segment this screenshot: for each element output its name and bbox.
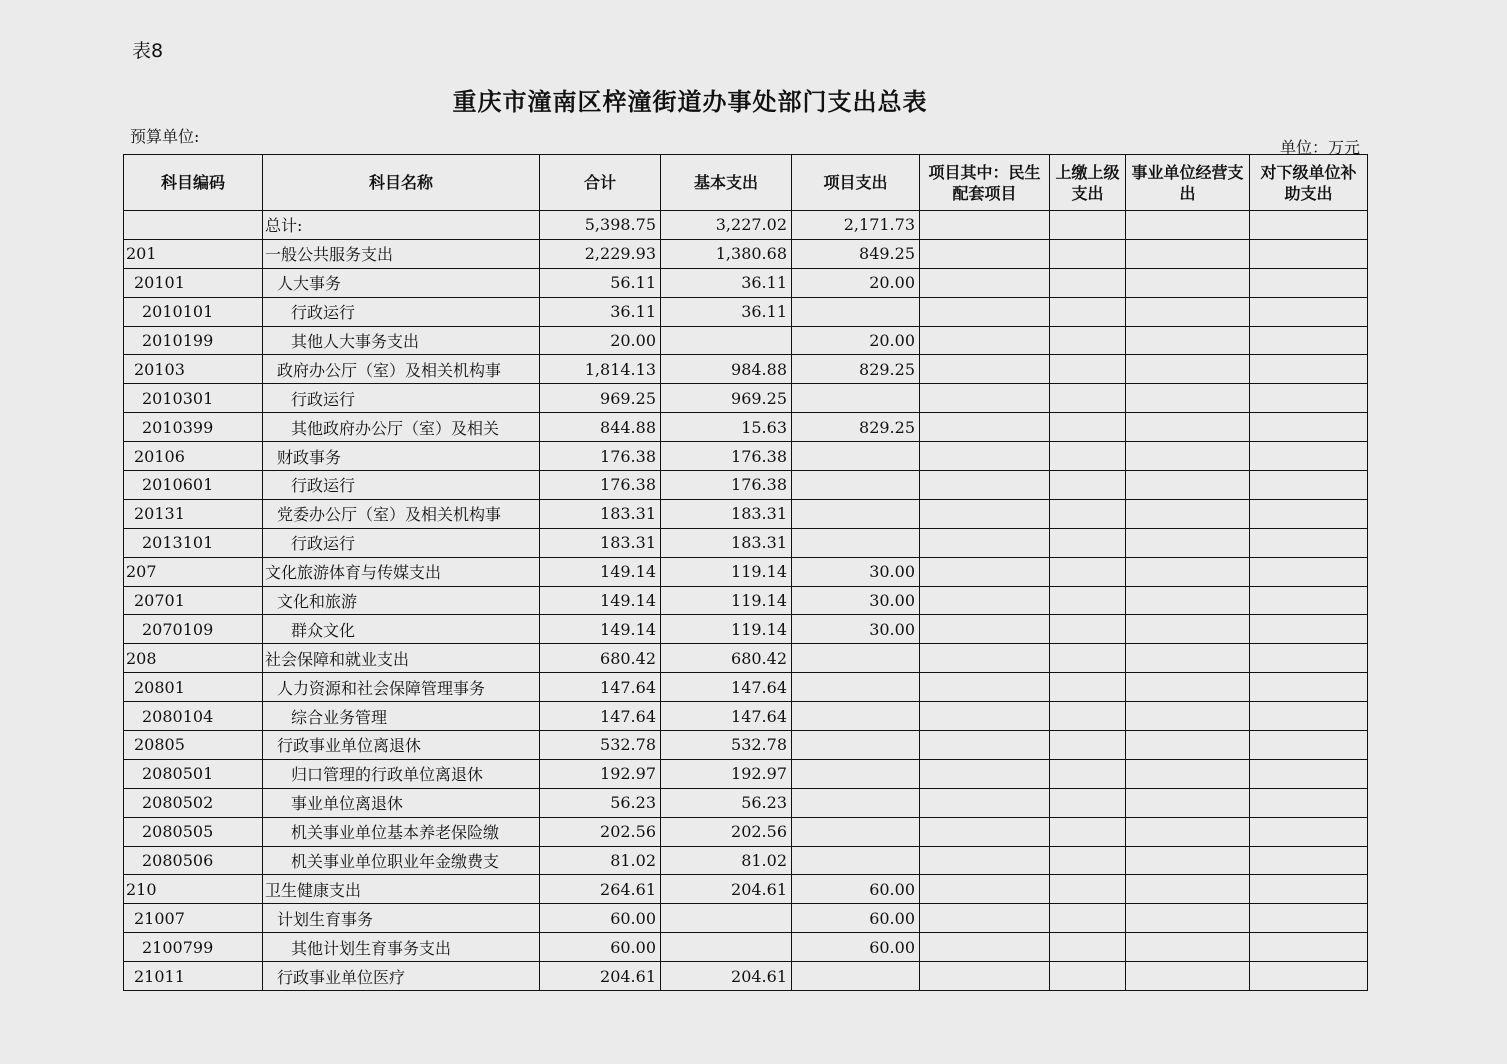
cell-total: 147.64 xyxy=(540,702,661,731)
cell-code: 2070109 xyxy=(124,615,263,644)
cell-business xyxy=(1126,904,1250,933)
cell-name: 行政运行 xyxy=(263,471,540,500)
cell-remit-upper xyxy=(1050,788,1126,817)
cell-basic: 3,227.02 xyxy=(661,211,792,240)
table-row xyxy=(124,586,1368,615)
table-row xyxy=(124,702,1368,731)
cell-subsidy xyxy=(1250,528,1368,557)
budget-unit-label: 预算单位: xyxy=(130,127,200,146)
header-row xyxy=(124,155,1368,211)
cell-code: 208 xyxy=(124,644,263,673)
cell-basic: 183.31 xyxy=(661,499,792,528)
cell-project: 20.00 xyxy=(792,268,920,297)
cell-code: 210 xyxy=(124,875,263,904)
cell-code: 2080502 xyxy=(124,788,263,817)
table-row xyxy=(124,673,1368,702)
cell-remit-upper xyxy=(1050,355,1126,384)
cell-subsidy xyxy=(1250,962,1368,991)
cell-remit-upper xyxy=(1050,644,1126,673)
cell-subsidy xyxy=(1250,788,1368,817)
cell-subsidy xyxy=(1250,817,1368,846)
cell-code: 20701 xyxy=(124,586,263,615)
cell-livelihood xyxy=(920,933,1050,962)
cell-subsidy xyxy=(1250,239,1368,268)
table-row xyxy=(124,326,1368,355)
table-row xyxy=(124,384,1368,413)
cell-total: 183.31 xyxy=(540,499,661,528)
cell-basic: 176.38 xyxy=(661,442,792,471)
cell-code: 2010399 xyxy=(124,413,263,442)
cell-code xyxy=(124,211,263,240)
page-title: 重庆市潼南区梓潼街道办事处部门支出总表 xyxy=(452,87,928,116)
cell-basic: 147.64 xyxy=(661,673,792,702)
table-row xyxy=(124,297,1368,326)
cell-total: 176.38 xyxy=(540,471,661,500)
cell-subsidy xyxy=(1250,499,1368,528)
cell-basic: 36.11 xyxy=(661,297,792,326)
table-row xyxy=(124,615,1368,644)
cell-project: 60.00 xyxy=(792,904,920,933)
cell-basic: 81.02 xyxy=(661,846,792,875)
cell-business xyxy=(1126,817,1250,846)
cell-name: 计划生育事务 xyxy=(263,904,540,933)
cell-livelihood xyxy=(920,557,1050,586)
cell-name: 文化和旅游 xyxy=(263,586,540,615)
cell-project xyxy=(792,759,920,788)
cell-subsidy xyxy=(1250,413,1368,442)
cell-remit-upper xyxy=(1050,442,1126,471)
cell-project xyxy=(792,297,920,326)
cell-name: 其他计划生育事务支出 xyxy=(263,933,540,962)
cell-remit-upper xyxy=(1050,268,1126,297)
cell-livelihood xyxy=(920,471,1050,500)
cell-name: 社会保障和就业支出 xyxy=(263,644,540,673)
cell-livelihood xyxy=(920,239,1050,268)
cell-basic: 1,380.68 xyxy=(661,239,792,268)
cell-name: 文化旅游体育与传媒支出 xyxy=(263,557,540,586)
cell-basic: 119.14 xyxy=(661,557,792,586)
cell-project: 20.00 xyxy=(792,326,920,355)
cell-livelihood xyxy=(920,384,1050,413)
header-remit-upper: 上缴上级支出 xyxy=(1050,155,1126,211)
cell-total: 192.97 xyxy=(540,759,661,788)
cell-name: 事业单位离退休 xyxy=(263,788,540,817)
table-row xyxy=(124,499,1368,528)
cell-subsidy xyxy=(1250,673,1368,702)
cell-code: 2080501 xyxy=(124,759,263,788)
cell-remit-upper xyxy=(1050,471,1126,500)
cell-project xyxy=(792,673,920,702)
cell-basic: 183.31 xyxy=(661,528,792,557)
cell-business xyxy=(1126,268,1250,297)
cell-total: 176.38 xyxy=(540,442,661,471)
cell-livelihood xyxy=(920,326,1050,355)
cell-business xyxy=(1126,211,1250,240)
cell-business xyxy=(1126,962,1250,991)
money-unit-label: 单位：万元 xyxy=(1280,138,1361,157)
table-row xyxy=(124,471,1368,500)
cell-name: 财政事务 xyxy=(263,442,540,471)
cell-code: 20805 xyxy=(124,731,263,760)
cell-code: 2080506 xyxy=(124,846,263,875)
cell-project xyxy=(792,817,920,846)
cell-name: 综合业务管理 xyxy=(263,702,540,731)
cell-remit-upper xyxy=(1050,817,1126,846)
cell-name: 人大事务 xyxy=(263,268,540,297)
cell-basic: 532.78 xyxy=(661,731,792,760)
cell-code: 2100799 xyxy=(124,933,263,962)
cell-livelihood xyxy=(920,904,1050,933)
cell-remit-upper xyxy=(1050,904,1126,933)
cell-livelihood xyxy=(920,442,1050,471)
cell-livelihood xyxy=(920,413,1050,442)
table-row xyxy=(124,239,1368,268)
cell-name: 行政事业单位离退休 xyxy=(263,731,540,760)
cell-total: 60.00 xyxy=(540,933,661,962)
cell-basic: 176.38 xyxy=(661,471,792,500)
cell-subsidy xyxy=(1250,211,1368,240)
cell-remit-upper xyxy=(1050,933,1126,962)
cell-subsidy xyxy=(1250,326,1368,355)
header-subsidy: 对下级单位补助支出 xyxy=(1250,155,1368,211)
cell-remit-upper xyxy=(1050,384,1126,413)
cell-livelihood xyxy=(920,875,1050,904)
cell-project xyxy=(792,788,920,817)
cell-code: 2080104 xyxy=(124,702,263,731)
cell-project: 60.00 xyxy=(792,933,920,962)
cell-remit-upper xyxy=(1050,297,1126,326)
cell-business xyxy=(1126,586,1250,615)
cell-project xyxy=(792,731,920,760)
cell-livelihood xyxy=(920,673,1050,702)
cell-livelihood xyxy=(920,499,1050,528)
cell-business xyxy=(1126,557,1250,586)
cell-basic: 147.64 xyxy=(661,702,792,731)
cell-name: 归口管理的行政单位离退休 xyxy=(263,759,540,788)
table-row xyxy=(124,644,1368,673)
cell-code: 201 xyxy=(124,239,263,268)
cell-subsidy xyxy=(1250,759,1368,788)
cell-livelihood xyxy=(920,268,1050,297)
cell-total: 264.61 xyxy=(540,875,661,904)
cell-subsidy xyxy=(1250,702,1368,731)
cell-project: 30.00 xyxy=(792,586,920,615)
cell-livelihood xyxy=(920,297,1050,326)
cell-project xyxy=(792,384,920,413)
cell-basic: 204.61 xyxy=(661,875,792,904)
cell-name: 总计: xyxy=(263,211,540,240)
cell-remit-upper xyxy=(1050,557,1126,586)
cell-total: 20.00 xyxy=(540,326,661,355)
cell-business xyxy=(1126,615,1250,644)
cell-name: 一般公共服务支出 xyxy=(263,239,540,268)
cell-basic: 119.14 xyxy=(661,586,792,615)
cell-subsidy xyxy=(1250,442,1368,471)
cell-business xyxy=(1126,644,1250,673)
header-basic: 基本支出 xyxy=(661,155,792,211)
cell-code: 2010101 xyxy=(124,297,263,326)
cell-code: 2010601 xyxy=(124,471,263,500)
cell-basic: 192.97 xyxy=(661,759,792,788)
cell-business xyxy=(1126,326,1250,355)
cell-basic: 680.42 xyxy=(661,644,792,673)
cell-name: 群众文化 xyxy=(263,615,540,644)
table-row xyxy=(124,442,1368,471)
cell-basic: 969.25 xyxy=(661,384,792,413)
cell-business xyxy=(1126,759,1250,788)
table-row xyxy=(124,788,1368,817)
cell-remit-upper xyxy=(1050,962,1126,991)
cell-livelihood xyxy=(920,211,1050,240)
cell-remit-upper xyxy=(1050,528,1126,557)
cell-subsidy xyxy=(1250,355,1368,384)
cell-remit-upper xyxy=(1050,615,1126,644)
cell-livelihood xyxy=(920,615,1050,644)
cell-total: 56.11 xyxy=(540,268,661,297)
table-row xyxy=(124,933,1368,962)
cell-business xyxy=(1126,297,1250,326)
table-row xyxy=(124,846,1368,875)
cell-total: 5,398.75 xyxy=(540,211,661,240)
header-name: 科目名称 xyxy=(263,155,540,211)
cell-code: 20801 xyxy=(124,673,263,702)
cell-livelihood xyxy=(920,759,1050,788)
cell-project: 2,171.73 xyxy=(792,211,920,240)
cell-total: 147.64 xyxy=(540,673,661,702)
cell-business xyxy=(1126,788,1250,817)
table-row xyxy=(124,817,1368,846)
cell-business xyxy=(1126,846,1250,875)
cell-project xyxy=(792,702,920,731)
cell-remit-upper xyxy=(1050,239,1126,268)
cell-subsidy xyxy=(1250,875,1368,904)
cell-project: 829.25 xyxy=(792,355,920,384)
table-row xyxy=(124,557,1368,586)
cell-project xyxy=(792,499,920,528)
cell-subsidy xyxy=(1250,557,1368,586)
header-livelihood: 项目其中：民生配套项目 xyxy=(920,155,1050,211)
cell-project: 60.00 xyxy=(792,875,920,904)
cell-total: 183.31 xyxy=(540,528,661,557)
table-row xyxy=(124,731,1368,760)
cell-name: 党委办公厅（室）及相关机构事 xyxy=(263,499,540,528)
table-row xyxy=(124,268,1368,297)
header-project: 项目支出 xyxy=(792,155,920,211)
cell-livelihood xyxy=(920,788,1050,817)
cell-livelihood xyxy=(920,962,1050,991)
cell-livelihood xyxy=(920,817,1050,846)
cell-code: 207 xyxy=(124,557,263,586)
cell-subsidy xyxy=(1250,384,1368,413)
cell-remit-upper xyxy=(1050,731,1126,760)
cell-basic: 119.14 xyxy=(661,615,792,644)
cell-name: 机关事业单位职业年金缴费支 xyxy=(263,846,540,875)
table-row xyxy=(124,413,1368,442)
cell-livelihood xyxy=(920,528,1050,557)
cell-remit-upper xyxy=(1050,759,1126,788)
cell-subsidy xyxy=(1250,471,1368,500)
cell-total: 149.14 xyxy=(540,586,661,615)
table-row xyxy=(124,211,1368,240)
expenditure-table xyxy=(123,154,1368,991)
cell-business xyxy=(1126,673,1250,702)
cell-subsidy xyxy=(1250,731,1368,760)
cell-remit-upper xyxy=(1050,499,1126,528)
cell-code: 20131 xyxy=(124,499,263,528)
cell-remit-upper xyxy=(1050,875,1126,904)
cell-subsidy xyxy=(1250,586,1368,615)
cell-business xyxy=(1126,702,1250,731)
cell-total: 969.25 xyxy=(540,384,661,413)
cell-name: 其他人大事务支出 xyxy=(263,326,540,355)
page-label: 表8 xyxy=(132,40,164,62)
table-row xyxy=(124,759,1368,788)
cell-name: 行政运行 xyxy=(263,384,540,413)
cell-total: 532.78 xyxy=(540,731,661,760)
header-total: 合计 xyxy=(540,155,661,211)
cell-remit-upper xyxy=(1050,846,1126,875)
cell-business xyxy=(1126,384,1250,413)
cell-total: 36.11 xyxy=(540,297,661,326)
cell-total: 680.42 xyxy=(540,644,661,673)
cell-basic: 15.63 xyxy=(661,413,792,442)
cell-total: 149.14 xyxy=(540,615,661,644)
header-business: 事业单位经营支出 xyxy=(1126,155,1250,211)
cell-business xyxy=(1126,239,1250,268)
cell-project: 30.00 xyxy=(792,615,920,644)
cell-remit-upper xyxy=(1050,702,1126,731)
cell-business xyxy=(1126,413,1250,442)
cell-code: 20106 xyxy=(124,442,263,471)
cell-total: 1,814.13 xyxy=(540,355,661,384)
cell-subsidy xyxy=(1250,904,1368,933)
cell-livelihood xyxy=(920,355,1050,384)
cell-basic xyxy=(661,933,792,962)
cell-basic: 984.88 xyxy=(661,355,792,384)
cell-livelihood xyxy=(920,644,1050,673)
cell-subsidy xyxy=(1250,297,1368,326)
cell-total: 2,229.93 xyxy=(540,239,661,268)
table-row xyxy=(124,528,1368,557)
cell-remit-upper xyxy=(1050,586,1126,615)
cell-basic: 204.61 xyxy=(661,962,792,991)
cell-total: 60.00 xyxy=(540,904,661,933)
cell-project xyxy=(792,644,920,673)
cell-project xyxy=(792,846,920,875)
cell-subsidy xyxy=(1250,846,1368,875)
cell-subsidy xyxy=(1250,615,1368,644)
cell-project xyxy=(792,962,920,991)
cell-total: 204.61 xyxy=(540,962,661,991)
cell-business xyxy=(1126,442,1250,471)
cell-name: 行政运行 xyxy=(263,528,540,557)
cell-livelihood xyxy=(920,586,1050,615)
cell-code: 20103 xyxy=(124,355,263,384)
cell-remit-upper xyxy=(1050,673,1126,702)
cell-project: 30.00 xyxy=(792,557,920,586)
cell-name: 机关事业单位基本养老保险缴 xyxy=(263,817,540,846)
cell-code: 2013101 xyxy=(124,528,263,557)
cell-basic xyxy=(661,326,792,355)
cell-basic xyxy=(661,904,792,933)
cell-project: 829.25 xyxy=(792,413,920,442)
cell-code: 2080505 xyxy=(124,817,263,846)
cell-name: 行政运行 xyxy=(263,297,540,326)
cell-business xyxy=(1126,731,1250,760)
cell-business xyxy=(1126,875,1250,904)
cell-project: 849.25 xyxy=(792,239,920,268)
cell-business xyxy=(1126,933,1250,962)
cell-project xyxy=(792,471,920,500)
cell-name: 行政事业单位医疗 xyxy=(263,962,540,991)
cell-remit-upper xyxy=(1050,211,1126,240)
cell-business xyxy=(1126,528,1250,557)
cell-subsidy xyxy=(1250,933,1368,962)
cell-subsidy xyxy=(1250,644,1368,673)
cell-subsidy xyxy=(1250,268,1368,297)
cell-code: 2010301 xyxy=(124,384,263,413)
cell-name: 政府办公厅（室）及相关机构事 xyxy=(263,355,540,384)
cell-total: 149.14 xyxy=(540,557,661,586)
cell-total: 81.02 xyxy=(540,846,661,875)
cell-total: 844.88 xyxy=(540,413,661,442)
cell-remit-upper xyxy=(1050,413,1126,442)
cell-code: 2010199 xyxy=(124,326,263,355)
cell-business xyxy=(1126,499,1250,528)
cell-business xyxy=(1126,471,1250,500)
table-row xyxy=(124,904,1368,933)
cell-livelihood xyxy=(920,731,1050,760)
cell-project xyxy=(792,442,920,471)
cell-basic: 202.56 xyxy=(661,817,792,846)
cell-code: 21007 xyxy=(124,904,263,933)
cell-code: 21011 xyxy=(124,962,263,991)
cell-name: 卫生健康支出 xyxy=(263,875,540,904)
cell-basic: 56.23 xyxy=(661,788,792,817)
table-row xyxy=(124,875,1368,904)
cell-basic: 36.11 xyxy=(661,268,792,297)
cell-project xyxy=(792,528,920,557)
table-row xyxy=(124,962,1368,991)
cell-name: 其他政府办公厅（室）及相关 xyxy=(263,413,540,442)
table-row xyxy=(124,355,1368,384)
cell-total: 202.56 xyxy=(540,817,661,846)
cell-name: 人力资源和社会保障管理事务 xyxy=(263,673,540,702)
cell-business xyxy=(1126,355,1250,384)
header-code: 科目编码 xyxy=(124,155,263,211)
cell-livelihood xyxy=(920,702,1050,731)
cell-remit-upper xyxy=(1050,326,1126,355)
cell-livelihood xyxy=(920,846,1050,875)
cell-code: 20101 xyxy=(124,268,263,297)
cell-total: 56.23 xyxy=(540,788,661,817)
